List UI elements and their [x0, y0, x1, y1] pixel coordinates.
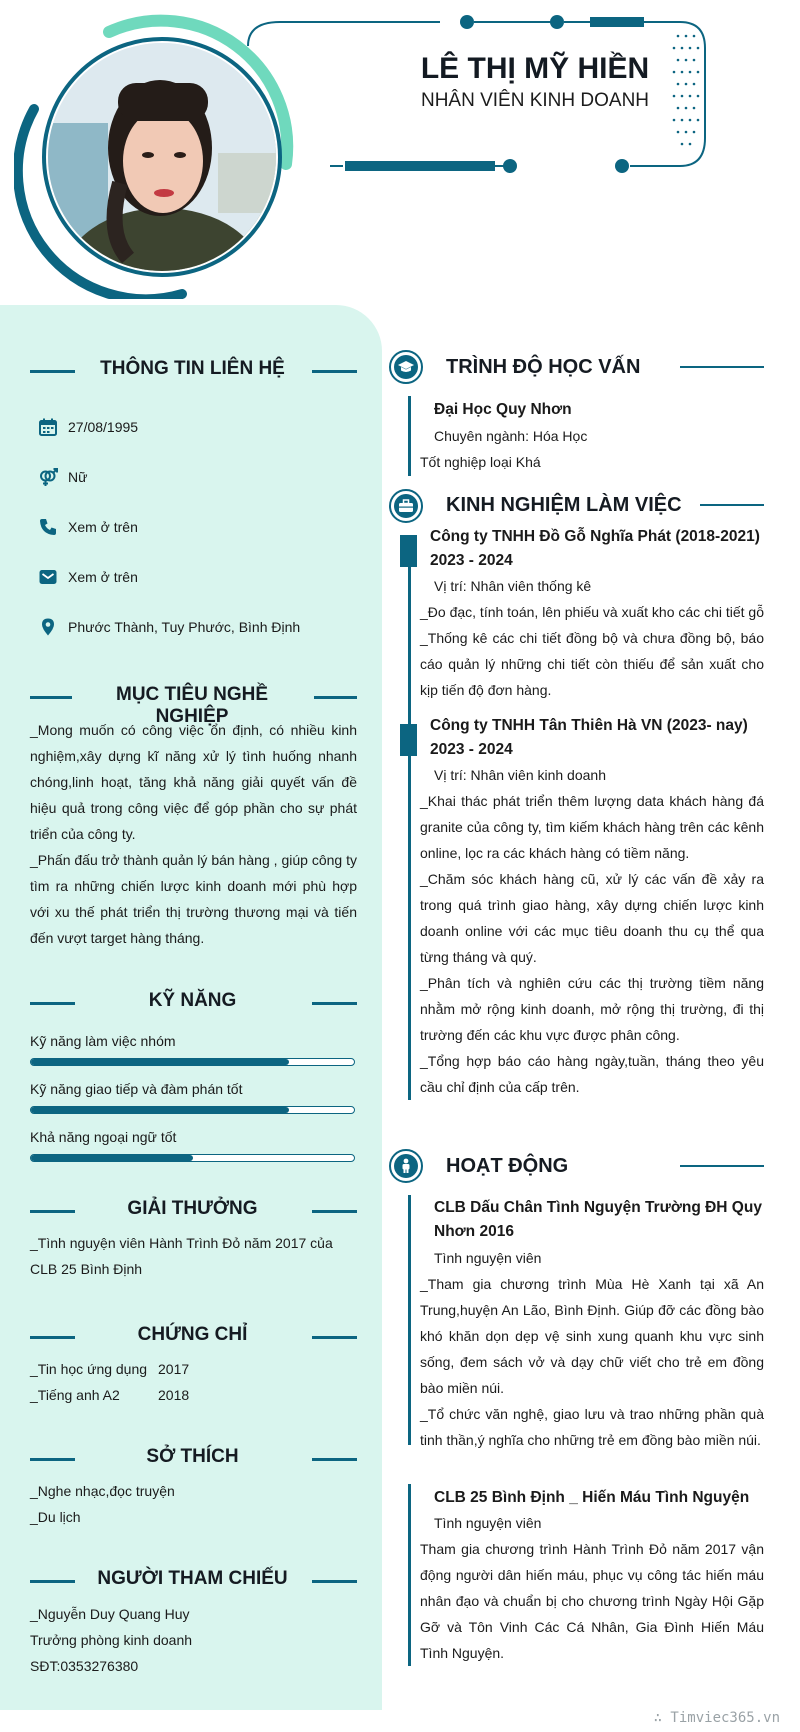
graduation-cap-icon [398, 360, 414, 374]
certificate-name: _Tiếng anh A2 [30, 1387, 120, 1403]
person-icon [399, 1158, 413, 1174]
job-company: Công ty TNHH Đồ Gỗ Nghĩa Phát (2018-2021) 2023 - 2024 [430, 528, 760, 569]
section-rule [312, 1336, 357, 1339]
contact-text: Xem ở trên [68, 519, 138, 535]
job-duty: _Thống kê các chi tiết đồng bộ và chưa đồng bộ, báo cáo quản lý những chi tiết còn thiếu để sản xuất cho kịp tiến độ đơn hàng. [420, 630, 764, 698]
section-rule [680, 366, 764, 368]
education-major: Chuyên ngành: Hóa Học [434, 428, 588, 444]
contact-phone [38, 514, 138, 540]
experience-title: KINH NGHIỆM LÀM VIỆC [446, 494, 682, 516]
skills-title: KỸ NĂNG [148, 990, 237, 1011]
education-title: TRÌNH ĐỘ HỌC VẤN [446, 356, 641, 378]
timeline-line [408, 396, 411, 476]
contact-birthdate [38, 414, 138, 440]
activity-org: CLB Dấu Chân Tình Nguyện Trường ĐH Quy Nhơn 2016 [434, 1199, 762, 1240]
objective-paragraph: _Mong muốn có công việc ổn định, có nhiều kinh nghiệm,xây dựng kĩ năng xử lý tình huống nhanh chóng,linh hoạt, tăng khả năng giải quyết vấn đề hiệu quả trong công việc để góp phần cho sự phát triển của công ty. [30, 722, 357, 842]
gender-icon [38, 467, 58, 487]
skill-bar [30, 1154, 355, 1162]
reference-line: _Nguyễn Duy Quang Huy [30, 1606, 190, 1622]
contact-title: THÔNG TIN LIÊN HỆ [100, 358, 285, 379]
job-duty: _Tổng hợp báo cáo hàng ngày,tuần, tháng theo yêu cầu chỉ định của cấp trên. [420, 1053, 764, 1095]
section-rule [680, 1165, 764, 1167]
activity-desc: _Tham gia chương trình Mùa Hè Xanh tại xã An Trung,huyện An Lão, Bình Định. Giúp đỡ các đồng bào khó khăn dọn dẹp vệ sinh xung quanh khu vực sinh sống, đem sách vở và dạy chữ viết cho trẻ em đồng bào miền núi. [420, 1276, 764, 1396]
section-rule [30, 1002, 75, 1005]
timeline-line [408, 1195, 411, 1445]
activities-icon-badge [389, 1149, 423, 1183]
contact-text: Nữ [68, 469, 88, 485]
job-position: Vị trí: Nhân viên kinh doanh [434, 767, 606, 783]
job-marker [400, 535, 417, 567]
skill-bar [30, 1106, 355, 1114]
reference-line: SĐT:0353276380 [30, 1658, 139, 1674]
awards-text: _Tình nguyện viên Hành Trình Đỏ năm 2017 của CLB 25 Bình Định [30, 1235, 333, 1277]
section-rule [700, 504, 764, 506]
calendar-icon [38, 417, 58, 437]
activity-role: Tình nguyện viên [434, 1250, 542, 1266]
section-rule [312, 1210, 357, 1213]
activity-org: CLB 25 Bình Định _ Hiến Máu Tình Nguyện [434, 1489, 750, 1506]
certificates-title: CHỨNG CHỈ [137, 1324, 248, 1345]
hobby-item: _Du lịch [30, 1509, 81, 1525]
objective-paragraph: _Phấn đấu trở thành quản lý bán hàng , giúp công ty tìm ra những chiến lược kinh doanh mới phù hợp với xu thế phát triển thị trường thương mại và tiến đến vượt target hàng tháng. [30, 852, 357, 946]
section-rule [312, 1458, 357, 1461]
certificate-year: 2017 [158, 1361, 190, 1377]
candidate-job-title: NHÂN VIÊN KINH DOANH [420, 90, 650, 111]
briefcase-icon [398, 499, 414, 513]
section-rule [314, 696, 357, 699]
references-title: NGƯỜI THAM CHIẾU [97, 1568, 288, 1589]
hobbies-title: SỞ THÍCH [146, 1446, 239, 1467]
certificate-year: 2018 [158, 1387, 190, 1403]
location-icon [38, 617, 58, 637]
skill-bar [30, 1058, 355, 1066]
experience-icon-badge [389, 489, 423, 523]
section-rule [312, 370, 357, 373]
objective-title: MỤC TIÊU NGHỀ NGHIỆP [116, 684, 268, 727]
job-position: Vị trí: Nhân viên thống kê [434, 578, 592, 594]
section-rule [312, 1002, 357, 1005]
education-icon-badge [389, 350, 423, 384]
certificate-name: _Tin học ứng dụng [30, 1361, 148, 1377]
contact-text: 27/08/1995 [68, 419, 139, 435]
job-duty: _Chăm sóc khách hàng cũ, xử lý các vấn đề xảy ra trong quá trình giao hàng, xây dựng chiến lược kinh doanh online với các mục tiêu doanh thu cụ thể qua từng tháng và quý. [420, 871, 764, 965]
job-duty: _Đo đạc, tính toán, lên phiếu và xuất kho các chi tiết gỗ [420, 604, 764, 620]
contact-text: Phước Thành, Tuy Phước, Bình Định [68, 619, 301, 635]
activity-role: Tình nguyện viên [434, 1515, 542, 1531]
phone-icon [38, 517, 58, 537]
hobby-item: _Nghe nhạc,đọc truyện [30, 1483, 175, 1499]
education-school: Đại Học Quy Nhơn [434, 401, 572, 418]
skill-bar-fill [31, 1107, 289, 1113]
job-company: Công ty TNHH Tân Thiên Hà VN (2023- nay) 2023 - 2024 [430, 717, 748, 758]
section-rule [30, 1336, 75, 1339]
contact-email [38, 564, 138, 590]
job-duty: _Khai thác phát triển thêm lượng data khách hàng đá granite của công ty, tìm kiếm khách hàng trên các kênh online, lọc ra các khách hàng có tiềm năng. [420, 793, 764, 861]
section-rule [312, 1580, 357, 1583]
activities-title: HOẠT ĐỘNG [446, 1155, 569, 1177]
watermark: ∴ Timviec365.vn [653, 1710, 780, 1726]
contact-text: Xem ở trên [68, 569, 138, 585]
section-rule [30, 370, 75, 373]
section-rule [30, 1210, 75, 1213]
skill-label: Khả năng ngoại ngữ tốt [30, 1129, 177, 1145]
section-rule [30, 696, 72, 699]
job-duty: _Phân tích và nghiên cứu các thị trường tiềm năng nhằm mở rộng kinh doanh, mở rộng thị trường, đi thị trường đến các khu vực được phân công. [420, 975, 764, 1043]
skill-bar-fill [31, 1059, 289, 1065]
awards-title: GIẢI THƯỞNG [127, 1198, 258, 1219]
section-rule [30, 1580, 75, 1583]
activity-desc: Tham gia chương trình Hành Trình Đỏ năm 2017 vận động người dân hiến máu, phục vụ công tác hiến máu nhân đạo và chuẩn bị cho chương trình Ngày Hội Gặp Gỡ và Tôn Vinh Các Cá Nhân, Gia Đình Hiến Máu Tình Nguyện. [420, 1541, 764, 1661]
section-rule [30, 1458, 75, 1461]
timeline-line [408, 535, 411, 1100]
timeline-line [408, 1484, 411, 1666]
job-marker [400, 724, 417, 756]
activity-desc: _Tổ chức văn nghệ, giao lưu và trao những phần quà tinh thần,ý nghĩa cho những trẻ em đồng bào miền núi. [420, 1406, 764, 1448]
candidate-name: LÊ THỊ MỸ HIỀN [420, 52, 650, 85]
contact-address [38, 614, 300, 640]
skill-bar-fill [31, 1155, 193, 1161]
email-icon [38, 567, 58, 587]
education-result: Tốt nghiệp loại Khá [420, 454, 541, 470]
reference-line: Trưởng phòng kinh doanh [30, 1632, 193, 1648]
skill-label: Kỹ năng giao tiếp và đàm phán tốt [30, 1081, 243, 1097]
contact-gender [38, 464, 87, 490]
skill-label: Kỹ năng làm việc nhóm [30, 1033, 176, 1049]
